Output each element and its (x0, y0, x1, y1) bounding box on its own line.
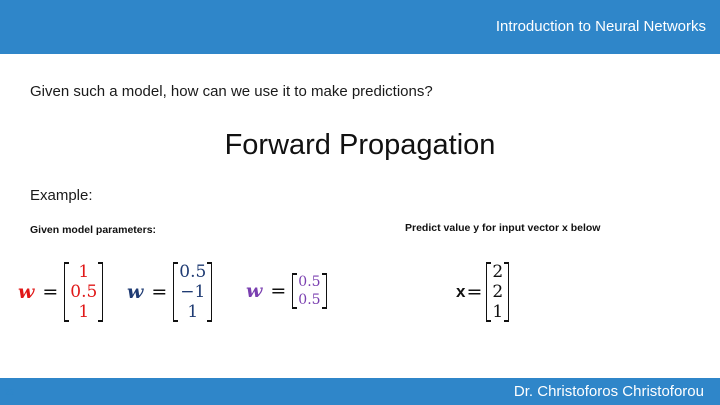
question-text: Given such a model, how can we use it to make predictions? (30, 83, 433, 100)
vector-entry: 1 (492, 302, 504, 322)
vector-entry: −1 (180, 282, 206, 302)
given-parameters-heading: Given model parameters: (30, 224, 157, 236)
weight-vector-navy (127, 262, 212, 322)
vector-entry: 0.5 (70, 282, 98, 302)
equals-sign: = (42, 281, 59, 303)
column-vector (173, 262, 212, 322)
w-symbol: w (18, 281, 35, 303)
example-label: Example: (30, 187, 93, 204)
w-symbol: w (246, 280, 263, 302)
equals-sign: = (270, 280, 287, 302)
vector-entry: 2 (492, 262, 504, 282)
vector-entry: 1 (78, 302, 90, 322)
equals-sign: = (466, 281, 483, 303)
slide-title: Forward Propagation (224, 129, 496, 161)
vector-entry: 0.5 (179, 262, 207, 282)
predict-heading: Predict value y for input vector x below (405, 222, 601, 234)
weight-vector-red (18, 262, 103, 322)
author-name: Dr. Christoforos Christoforou (513, 383, 704, 400)
column-vector (292, 273, 326, 309)
column-vector (486, 262, 509, 322)
input-vector-x (456, 262, 509, 322)
slide-header-bar (0, 0, 720, 54)
slide-number: 23 (5, 388, 14, 397)
course-title: Introduction to Neural Networks (495, 18, 706, 35)
slide-footer-bar (0, 378, 720, 405)
equals-sign: = (151, 281, 168, 303)
weight-vector-purple (246, 273, 327, 309)
vector-entry: 1 (187, 302, 199, 322)
vector-entry: 0.5 (298, 274, 321, 290)
x-symbol: x (456, 282, 466, 301)
w-symbol: w (127, 281, 144, 303)
column-vector (64, 262, 103, 322)
vector-entry: 0.5 (298, 292, 321, 308)
vector-entry: 1 (78, 262, 90, 282)
vector-entry: 2 (492, 282, 504, 302)
